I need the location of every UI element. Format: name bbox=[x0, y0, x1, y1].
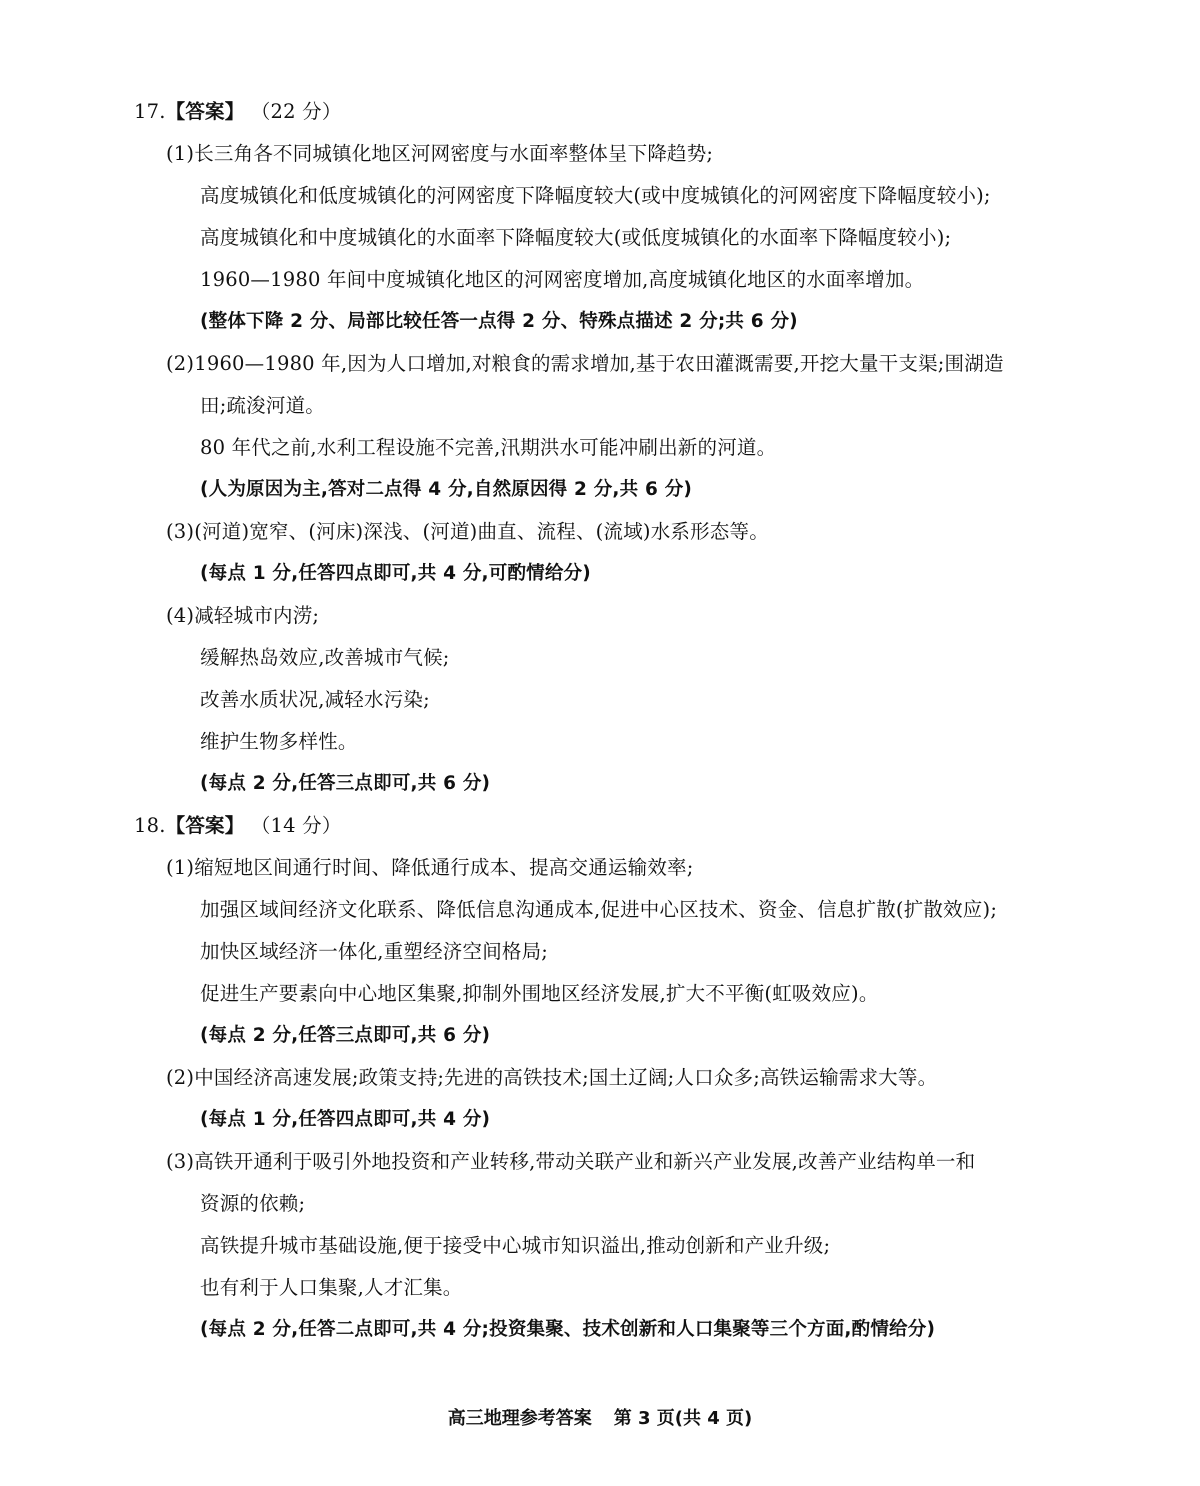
q17-p2-scoring-note: (人为原因为主,答对二点得 4 分,自然原因得 2 分,共 6 分) bbox=[200, 479, 693, 500]
q18-answer-tag: 【答案】 bbox=[165, 814, 245, 837]
q17-p4-scoring-note: (每点 2 分,任答三点即可,共 6 分) bbox=[200, 773, 491, 794]
q17-p3-scoring-note: (每点 1 分,任答四点即可,共 4 分,可酌情给分) bbox=[200, 563, 591, 584]
q17-p2-text-1: 1960—1980 年,因为人口增加,对粮食的需求增加,基于农田灌溉需要,开挖大量干支渠;围湖造 bbox=[194, 352, 1004, 375]
q18-p1-line-3: 加快区域经济一体化,重塑经济空间格局; bbox=[200, 940, 549, 963]
q17-p3-line-1 bbox=[166, 518, 769, 546]
page-footer bbox=[0, 1406, 1200, 1432]
q17-p1-line-1 bbox=[166, 140, 713, 168]
q18-p2-line-1 bbox=[166, 1064, 937, 1092]
q18-number: 18. bbox=[134, 814, 166, 837]
q17-p3-label: (3) bbox=[166, 520, 195, 543]
q17-p1-scoring-note: (整体下降 2 分、局部比较任答一点得 2 分、特殊点描述 2 分;共 6 分) bbox=[200, 311, 798, 332]
q18-p3-text-1: 高铁开通利于吸引外地投资和产业转移,带动关联产业和新兴产业发展,改善产业结构单一和 bbox=[194, 1150, 976, 1173]
footer-page-number: 第 3 页(共 4 页) bbox=[613, 1408, 753, 1429]
q17-p1-label: (1) bbox=[166, 142, 195, 165]
q18-p3-scoring-note: (每点 2 分,任答二点即可,共 4 分;投资集聚、技术创新和人口集聚等三个方面,酌情给分) bbox=[200, 1319, 936, 1340]
q18-p3-label: (3) bbox=[166, 1150, 195, 1173]
q17-p2-line-1 bbox=[166, 350, 1004, 378]
q18-p3-line-2: 资源的依赖; bbox=[200, 1192, 306, 1215]
q17-p1-text-1: 长三角各不同城镇化地区河网密度与水面率整体呈下降趋势; bbox=[194, 142, 714, 165]
q17-p4-line-2: 缓解热岛效应,改善城市气候; bbox=[200, 646, 450, 669]
q18-p2-scoring-note: (每点 1 分,任答四点即可,共 4 分) bbox=[200, 1109, 491, 1130]
q18-p2-text-1: 中国经济高速发展;政策支持;先进的高铁技术;国土辽阔;人口众多;高铁运输需求大等。 bbox=[194, 1066, 938, 1089]
q17-p4-label: (4) bbox=[166, 604, 195, 627]
q17-p3-text-1: (河道)宽窄、(河床)深浅、(河道)曲直、流程、(流域)水系形态等。 bbox=[194, 520, 769, 543]
q17-p2-line-3: 80 年代之前,水利工程设施不完善,汛期洪水可能冲刷出新的河道。 bbox=[200, 436, 777, 459]
q18-score: （14 分） bbox=[250, 814, 342, 837]
footer-title: 高三地理参考答案 bbox=[447, 1408, 592, 1429]
q17-p2-label: (2) bbox=[166, 352, 195, 375]
q18-p3-line-3: 高铁提升城市基础设施,便于接受中心城市知识溢出,推动创新和产业升级; bbox=[200, 1234, 831, 1257]
q17-heading bbox=[134, 98, 342, 126]
q18-heading bbox=[134, 812, 342, 840]
q18-p1-scoring-note: (每点 2 分,任答三点即可,共 6 分) bbox=[200, 1025, 491, 1046]
q18-p1-line-2: 加强区域间经济文化联系、降低信息沟通成本,促进中心区技术、资金、信息扩散(扩散效应); bbox=[200, 898, 998, 921]
q18-p1-line-1 bbox=[166, 854, 694, 882]
q17-number: 17. bbox=[134, 100, 166, 123]
q17-p4-line-1 bbox=[166, 602, 319, 630]
q17-p1-line-2: 高度城镇化和低度城镇化的河网密度下降幅度较大(或中度城镇化的河网密度下降幅度较小); bbox=[200, 184, 991, 207]
q17-p4-line-4: 维护生物多样性。 bbox=[200, 730, 358, 753]
q18-p1-text-1: 缩短地区间通行时间、降低通行成本、提高交通运输效率; bbox=[194, 856, 694, 879]
q18-p1-line-4: 促进生产要素向中心地区集聚,抑制外围地区经济发展,扩大不平衡(虹吸效应)。 bbox=[200, 982, 879, 1005]
q17-p4-text-1: 减轻城市内涝; bbox=[194, 604, 320, 627]
q17-p4-line-3: 改善水质状况,减轻水污染; bbox=[200, 688, 430, 711]
q18-p3-line-1 bbox=[166, 1148, 975, 1176]
q17-score: （22 分） bbox=[250, 100, 342, 123]
q18-p1-label: (1) bbox=[166, 856, 195, 879]
q18-p2-label: (2) bbox=[166, 1066, 195, 1089]
q18-p3-line-4: 也有利于人口集聚,人才汇集。 bbox=[200, 1276, 463, 1299]
q17-answer-tag: 【答案】 bbox=[165, 100, 245, 123]
q17-p1-line-4: 1960—1980 年间中度城镇化地区的河网密度增加,高度城镇化地区的水面率增加。 bbox=[200, 268, 925, 291]
q17-p2-line-2: 田;疏浚河道。 bbox=[200, 394, 325, 417]
q17-p1-line-3: 高度城镇化和中度城镇化的水面率下降幅度较大(或低度城镇化的水面率下降幅度较小); bbox=[200, 226, 952, 249]
